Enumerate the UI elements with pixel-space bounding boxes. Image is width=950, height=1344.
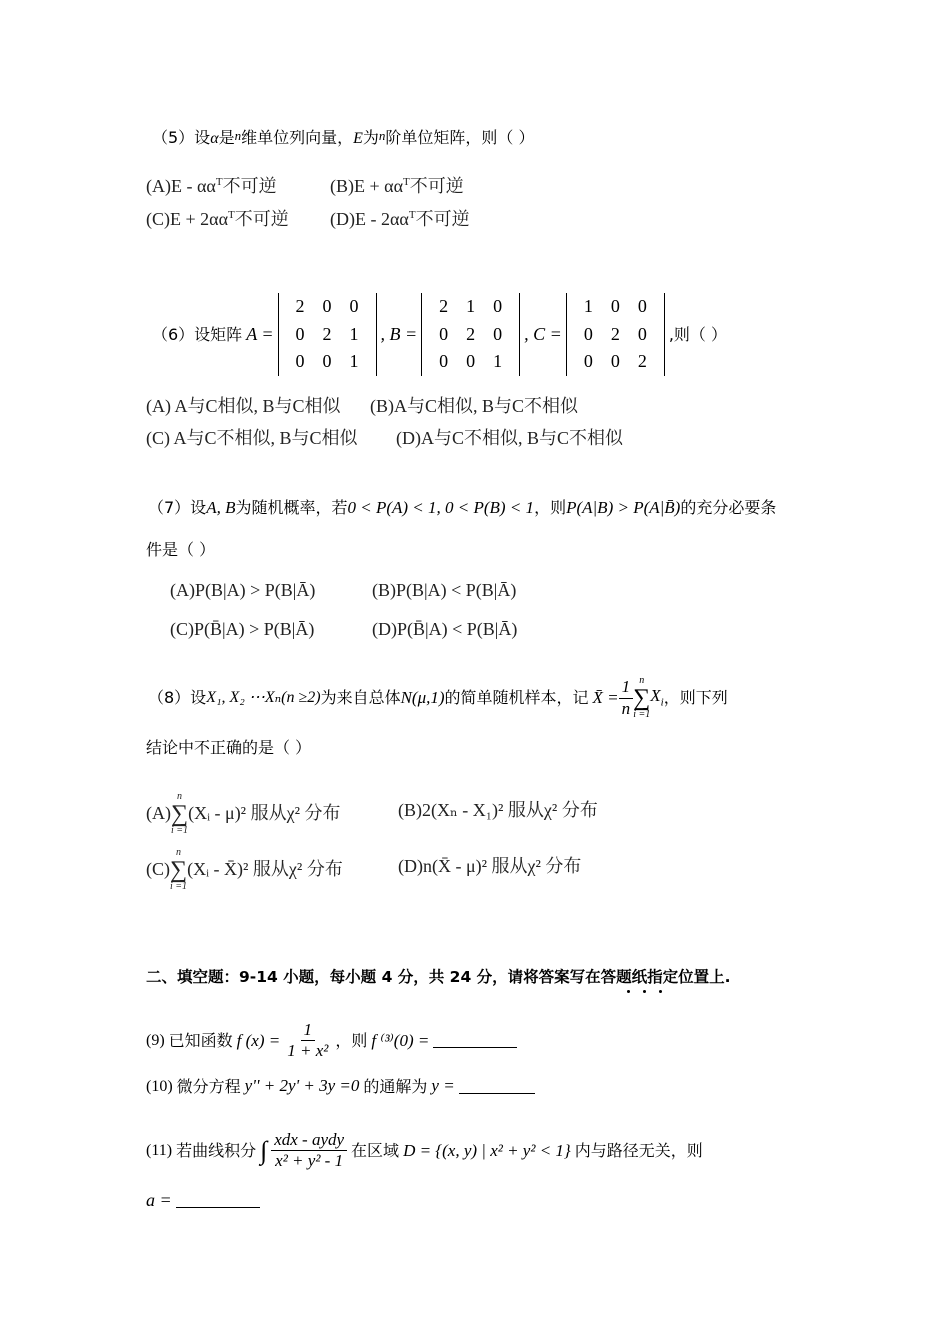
q5-prefix: （5）设: [152, 128, 211, 147]
q9-answer-blank[interactable]: [433, 1033, 517, 1048]
matrix-cell: 2: [295, 296, 305, 316]
q11-domain: D = {(x, y) | x² + y² < 1}: [403, 1140, 571, 1160]
q9-derivative: f ⁽³⁾(0) =: [371, 1030, 430, 1050]
matrix-row: [575, 321, 656, 349]
q5-mid1: 是: [218, 128, 235, 147]
matrix-row: [430, 293, 511, 321]
matrix-cell: 0: [637, 323, 647, 344]
q9-fraction: $\frac{1}{\text{1 + x²}}$: [287, 1020, 329, 1061]
matrix-cell: 0: [610, 351, 620, 372]
q8-xbar: X̄ =: [592, 687, 619, 707]
q11-a: a =: [146, 1190, 172, 1210]
q11-integral-sign: ∫: [260, 1136, 268, 1166]
q5-mid3: 为: [362, 128, 379, 147]
q6-a-label: A =: [246, 323, 274, 344]
q5-mid2: 维单位列向量，: [241, 128, 354, 147]
q7-option-a: (A)P(B|A) > P(B|Ā): [170, 580, 316, 600]
q6-b-label: , B =: [380, 323, 418, 344]
matrix-row: [287, 321, 368, 349]
matrix-row: [287, 348, 368, 376]
q6-matrix-c: [566, 293, 665, 376]
matrix-row: [430, 348, 511, 376]
emphasis-dot: [627, 990, 630, 993]
matrix-cell: 0: [349, 296, 359, 316]
matrix-cell: 0: [466, 351, 476, 372]
matrix-cell: 2: [610, 323, 620, 344]
q6-prefix: （6）设矩阵: [152, 324, 243, 344]
matrix-cell: 0: [583, 323, 593, 344]
q10-equation: y'' + 2y' + 3y =0: [244, 1076, 360, 1095]
matrix-cell: 0: [439, 323, 449, 344]
q7-stem-line2: 件是（ ）: [146, 540, 216, 559]
matrix-row: [430, 321, 511, 349]
q8-option-d: (D)n(X̄ - μ)² 服从χ² 分布: [398, 856, 582, 876]
q11-stem: (11) 若曲线积分 ∫ $\frac{\text{xdx - aydy}}{\text{x² + y² - 1}}$ 在区域 D = {(x, y) | x² + y² < 1} 内与路径无关，则: [146, 1130, 703, 1171]
q7-inequality: P(A|B) > P(A|B̄): [566, 498, 681, 517]
matrix-cell: 0: [493, 323, 503, 344]
matrix-row: [287, 293, 368, 321]
q5-stem: [152, 128, 535, 148]
q8-option-a: (A) n ∑ i =1 (Xᵢ - μ)² 服从χ² 分布: [146, 791, 341, 836]
q5-E: E: [353, 130, 363, 147]
matrix-row: [575, 348, 656, 376]
q8-option-b: (B)2(Xₙ - X₁)² 服从χ² 分布: [398, 800, 598, 820]
q6-option-b: (B)A与C相似, B与C不相似: [370, 396, 579, 416]
matrix-cell: 2: [322, 323, 332, 344]
q6-option-c: (C) A与C不相似, B与C相似: [146, 428, 358, 448]
matrix-cell: 1: [466, 296, 476, 316]
q5-end: 阶单位矩阵，则（ ）: [385, 128, 535, 147]
q5-n2: n: [378, 128, 386, 143]
emphasis-dot: [643, 990, 646, 993]
q5-option-b: $(B)E + \alpha\alpha^T$不可逆: [330, 176, 464, 196]
q7-events: A, B: [206, 498, 236, 517]
matrix-row: [575, 293, 656, 321]
q6-stem: [152, 293, 727, 376]
q7-option-d: (D)P(B̄|A) < P(B|Ā): [372, 619, 518, 639]
q8-fraction: $\frac{1}{n}$: [619, 677, 634, 719]
matrix-cell: 1: [493, 351, 503, 372]
q7-condition: 0 < P(A) < 1, 0 < P(B) < 1: [347, 498, 535, 517]
q6-option-d: (D)A与C不相似, B与C不相似: [396, 428, 624, 448]
q6-c-label: , C =: [524, 323, 562, 344]
q6-matrix-a: [278, 293, 377, 376]
matrix-cell: 0: [583, 351, 593, 372]
q8-sample: X₁, X₂ ⋯Xₙ(n ≥2): [206, 689, 321, 707]
q5-alpha: α: [210, 130, 219, 147]
q10-y: y =: [431, 1076, 455, 1095]
matrix-cell: 0: [637, 296, 647, 316]
q11-answer-blank[interactable]: [176, 1193, 260, 1208]
q11-fraction: $\frac{\text{xdx - aydy}}{\text{x² + y² - 1}}$: [271, 1130, 347, 1172]
q7-stem: （7）设A, B为随机概率，若0 < P(A) < 1, 0 < P(B) < 1，则P(A|B) > P(A|B̄)的充分必要条: [148, 498, 777, 517]
matrix-cell: 0: [295, 323, 305, 344]
matrix-cell: 0: [610, 296, 620, 316]
q6-option-a: (A) A与C相似, B与C相似: [146, 396, 341, 416]
q8-sum: n ∑ i =1: [633, 675, 651, 720]
q8-stem-line2: 结论中不正确的是（ ）: [146, 738, 312, 757]
matrix-cell: 0: [439, 351, 449, 372]
q7-option-c: (C)P(B̄|A) > P(B|Ā): [170, 619, 315, 639]
matrix-cell: 1: [349, 351, 359, 372]
q8-option-c: (C) n ∑ i =1 (Xᵢ - X̄)² 服从χ² 分布: [146, 847, 343, 892]
q8-distribution: N(μ,1): [400, 687, 445, 707]
matrix-cell: 0: [295, 351, 305, 372]
matrix-cell: 2: [637, 351, 647, 372]
emphasis-dot: [659, 990, 662, 993]
matrix-cell: 0: [493, 296, 503, 316]
q6-matrix-b: [421, 293, 520, 376]
q9-function: f (x) =: [236, 1030, 281, 1050]
q5-option-d: $(D)E - 2\alpha\alpha^T$不可逆: [330, 209, 470, 229]
matrix-cell: 0: [322, 296, 332, 316]
matrix-cell: 1: [583, 296, 593, 316]
q10-answer-blank[interactable]: [459, 1079, 535, 1094]
matrix-cell: 1: [349, 323, 359, 344]
matrix-cell: 0: [322, 351, 332, 372]
q8-stem: （8）设 X₁, X₂ ⋯Xₙ(n ≥2) 为来自总体 N(μ,1) 的简单随机样本，记 X̄ = $\frac{1}{n}$ n ∑ i =1 $X_i$ ，则下列: [148, 675, 728, 720]
matrix-cell: 2: [439, 296, 449, 316]
q11-answer-line: [146, 1190, 260, 1212]
q5-option-a: $(A)E - \alpha\alpha^T$不可逆: [146, 176, 277, 196]
q5-option-c: $(C)E + 2\alpha\alpha^T$不可逆: [146, 209, 289, 229]
matrix-cell: 2: [466, 323, 476, 344]
q10-stem: (10) 微分方程 y'' + 2y' + 3y =0 的通解为 y =: [146, 1076, 535, 1096]
q5-n1: n: [234, 128, 242, 143]
section2-heading: 二、填空题：9-14 小题，每小题 4 分，共 24 分，请将答案写在答题纸指定位置上.: [146, 968, 731, 986]
q7-option-b: (B)P(B|A) < P(B|Ā): [372, 580, 517, 600]
q9-stem: (9) 已知函数 f (x) = $\frac{1}{\text{1 + x²}}$ ，则 f ⁽³⁾(0) =: [146, 1020, 517, 1062]
q6-end: ,则（ ）: [668, 324, 728, 344]
